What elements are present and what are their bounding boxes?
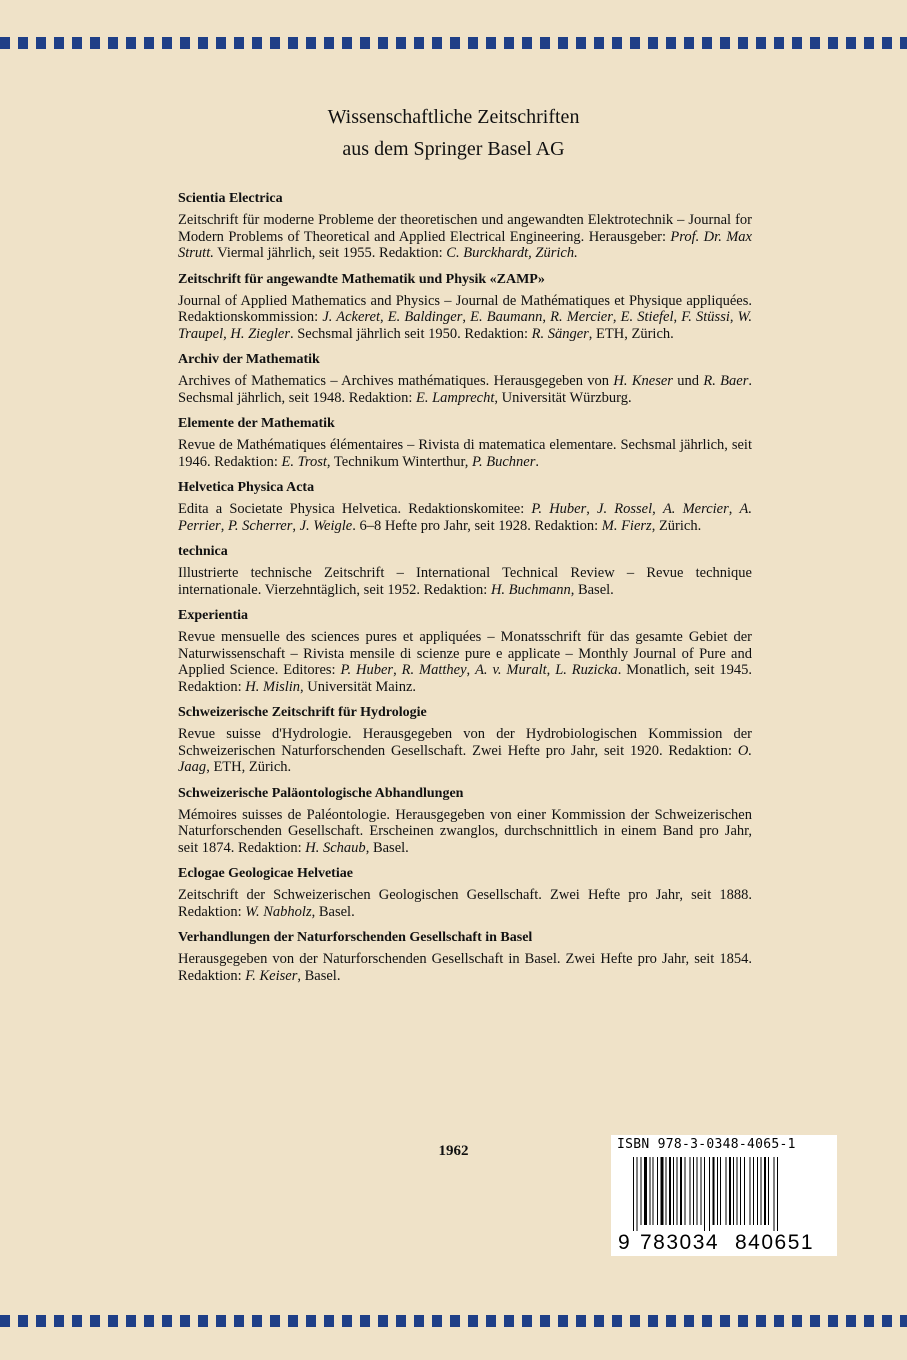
journal-entry [178,190,752,262]
barcode-bar [704,1157,705,1231]
journal-title: Scientia Electrica [178,191,283,206]
barcode-bar [637,1157,638,1231]
barcode-bar [669,1157,671,1225]
journal-description: Herausgegeben von der Naturforschenden Gesellschaft in Basel. Zwei Hefte pro Jahr, seit 1854. Redaktion: F. Keiser, Basel. [178,951,752,984]
journal-entry [178,607,752,695]
barcode-bar [690,1157,691,1225]
journal-description: Journal of Applied Mathematics and Physics – Journal de Mathématiques et Physique appliquées. Redaktionskommission: J. Ackeret, E. Baldinger, E. Baumann, R. Mercier, E. Stiefel, F. Stüssi, W. Traupel, H. Ziegler. Sechsmal jährlich seit 1950. Redaktion: R. Sänger, ETH, Zürich. [178,292,753,342]
journal-title: Elemente der Mathematik [178,416,335,431]
barcode-bar [666,1157,667,1225]
page-heading-line-2: aus dem Springer Basel AG [342,138,565,160]
journal-entry [178,929,752,984]
barcode-bar [717,1157,718,1225]
barcode-bar [661,1157,664,1225]
barcode-bar [644,1157,647,1225]
journal-list [178,190,752,993]
isbn-digits-right: 840651 [735,1231,815,1254]
barcode-bar [726,1157,727,1225]
journal-description: Revue de Mathématiques élémentaires – Rivista di matematica elementare. Sechsmal jährlich, seit 1946. Redaktion: E. Trost, Technikum Winterthur, P. Buchner. [178,437,752,470]
journal-title: Zeitschrift für angewandte Mathematik und Physik «ZAMP» [178,271,545,287]
journal-description: Illustrierte technische Zeitschrift – International Technical Review – Revue technique internationale. Vierzehntäglich, seit 1952. Redaktion: H. Buchmann, Basel. [178,565,752,598]
barcode-bar [701,1157,702,1225]
journal-description: Archives of Mathematics – Archives mathématiques. Herausgegeben von H. Kneser und R. Baer. Sechsmal jährlich, seit 1948. Redaktion: E. Lamprecht, Universität Würzburg. [178,373,752,406]
barcode-bar [697,1157,698,1225]
barcode-icon [633,1157,819,1231]
barcode-bar [744,1157,745,1225]
barcode-bar [693,1157,694,1225]
barcode-bar [761,1157,762,1225]
barcode-bar [685,1157,686,1225]
barcode-bar [750,1157,751,1225]
journal-description: Revue mensuelle des sciences pures et appliquées – Monatsschrift für das gesamte Gebiet der Naturwissenschaft – Rivista mensile di scienze pure e applicate – Monthly Journal of Pure and Applied Science. Editores: P. Huber, R. Matthey, A. v. Muralt, L. Ruzicka. Monatlich, seit 1945. Redaktion: H. Mislin, Universität Mainz. [178,629,753,695]
isbn-digit-first: 9 [618,1231,630,1254]
isbn-label: ISBN 978-3-0348-4065-1 [617,1137,796,1152]
journal-description: Revue suisse d'Hydrologie. Herausgegeben von der Hydrobiologischen Kommission der Schweizerischen Naturforschenden Gesellschaft. Zwei Hefte pro Jahr, seit 1920. Redaktion: O. Jaag, ETH, Zürich. [178,726,752,775]
barcode-bar [729,1157,731,1225]
barcode-bar [673,1157,674,1225]
journal-title: Archiv der Mathematik [178,352,320,367]
journal-entry [178,543,752,598]
barcode-bar [777,1157,778,1231]
barcode-bar [774,1157,775,1231]
page-heading-line-1: Wissenschaftliche Zeitschriften [327,106,580,128]
barcode-bar [768,1157,769,1225]
journal-title: Experientia [178,608,248,623]
isbn-digits-left: 783034 [640,1231,720,1254]
journal-entry [178,415,752,470]
barcode-bar [657,1157,658,1225]
journal-entry [178,479,752,534]
journal-description: Zeitschrift der Schweizerischen Geologischen Gesellschaft. Zwei Hefte pro Jahr, seit 1888. Redaktion: W. Nabholz, Basel. [178,887,752,920]
barcode-bar [709,1157,710,1231]
barcode-bar [757,1157,758,1225]
top-border-decoration [0,37,907,49]
barcode-bar [764,1157,766,1225]
barcode-bar [737,1157,738,1225]
journal-entry [178,351,752,406]
journal-title: Schweizerische Paläontologische Abhandlungen [178,785,464,801]
barcode-bar [753,1157,754,1225]
bottom-border-decoration [0,1315,907,1327]
barcode-bar [733,1157,734,1225]
journal-title: technica [178,544,228,559]
barcode-bar [641,1157,642,1225]
barcode-bar [633,1157,634,1231]
journal-title: Helvetica Physica Acta [178,480,315,495]
journal-entry [178,704,752,776]
journal-entry [178,865,752,920]
journal-entry [178,785,752,857]
journal-entry [178,271,752,343]
barcode-bar [677,1157,678,1225]
journal-description: Zeitschrift für moderne Probleme der theoretischen und angewandten Elektrotechnik – Journal for Modern Problems of Theoretical and Applied Electrical Engineering. Herausgeber: Prof. Dr. Max Strutt. Viermal jährlich, seit 1955. Redaktion: C. Burckhardt, Zürich. [178,212,752,261]
barcode-bar [713,1157,715,1225]
barcode-bar [740,1157,741,1225]
barcode-bar [653,1157,654,1225]
journal-description: Mémoires suisses de Paléontologie. Herausgegeben von einer Kommission der Schweizerischen Naturforschenden Gesellschaft. Erscheinen zwanglos, durchschnittlich in einem Band pro Jahr, seit 1874. Redaktion: H. Schaub, Basel. [178,806,752,856]
journal-description: Edita a Societate Physica Helvetica. Redaktionskomitee: P. Huber, J. Rossel, A. Mercier, A. Perrier, P. Scherrer, J. Weigle. 6–8 Hefte pro Jahr, seit 1928. Redaktion: M. Fierz, Zürich. [178,501,753,534]
journal-title: Verhandlungen der Naturforschenden Gesellschaft in Basel [178,930,533,945]
barcode-bar [650,1157,651,1225]
barcode-bar [680,1157,682,1225]
isbn-barcode-block [611,1135,837,1256]
journal-title: Schweizerische Zeitschrift für Hydrologie [178,705,427,720]
journal-title: Eclogae Geologicae Helvetiae [178,866,353,881]
barcode-bar [720,1157,721,1225]
publication-year: 1962 [438,1143,469,1159]
